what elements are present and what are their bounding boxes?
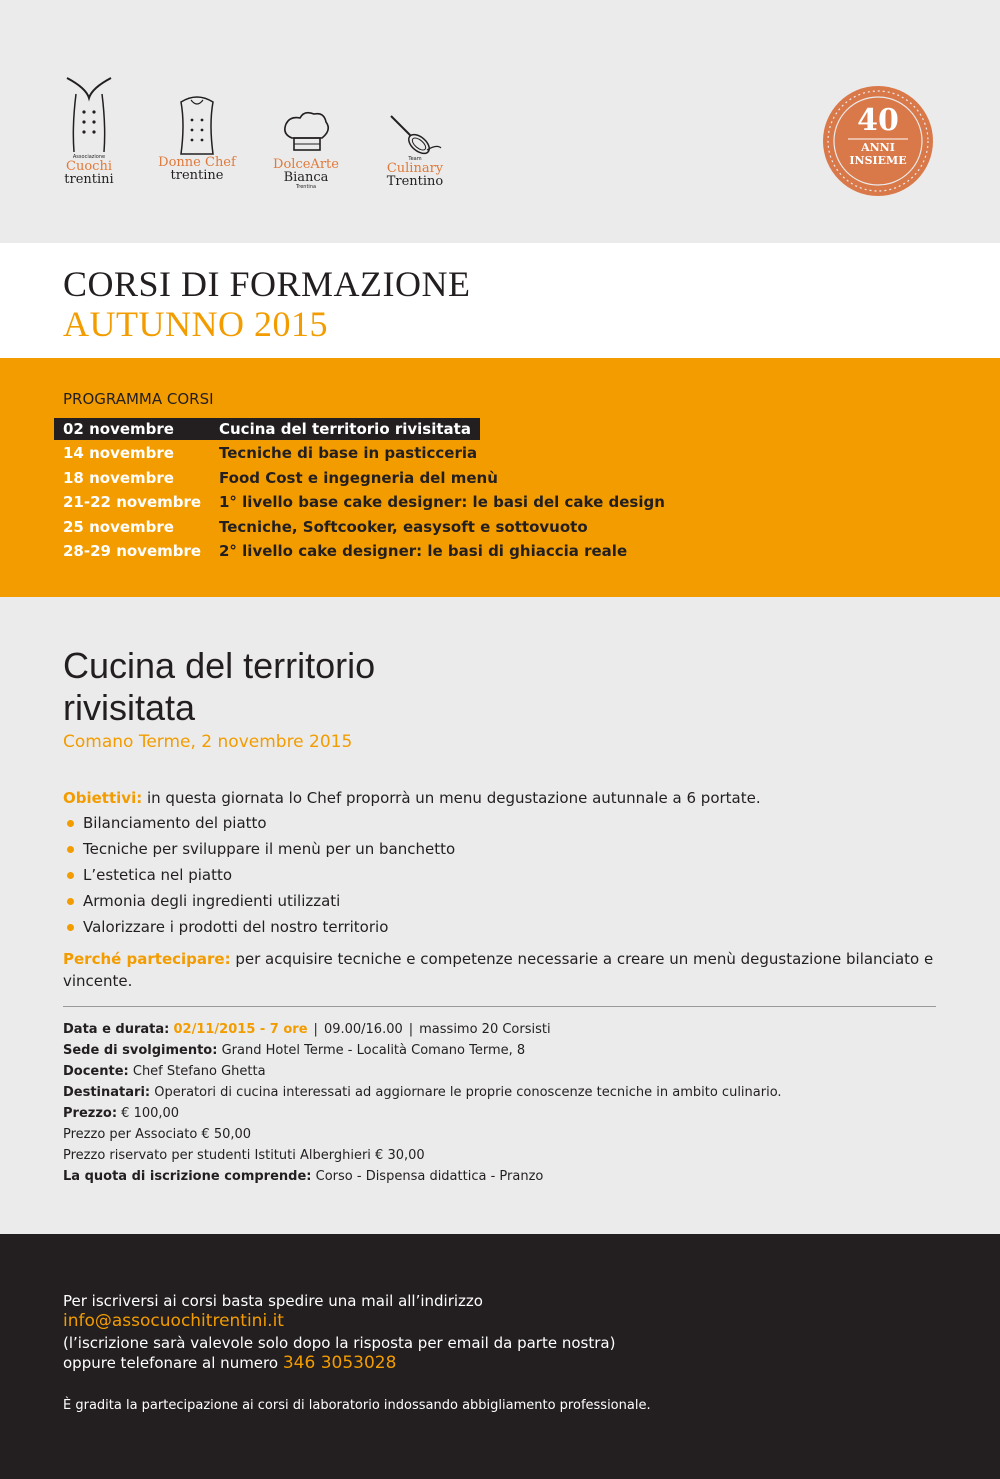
program-course: 2° livello cake designer: le basi di ghiaccia reale <box>219 542 628 560</box>
list-item <box>63 837 455 863</box>
detail-date-value: 02/11/2015 - 7 ore <box>173 1022 308 1037</box>
title-band <box>0 243 1000 358</box>
detail-teacher <box>63 1061 782 1082</box>
list-item <box>63 889 455 915</box>
footer-dress-note: È gradita la partecipazione ai corsi di laboratorio indossando abbigliamento professionale. <box>63 1398 651 1413</box>
phone-link[interactable]: 346 3053028 <box>282 1353 397 1373</box>
course-title-line-1: Cucina del territorio <box>63 645 376 686</box>
detail-value: Corso - Dispensa didattica - Pranzo <box>311 1169 544 1184</box>
chef-jacket-icon <box>64 76 114 154</box>
detail-label: La quota di iscrizione comprende: <box>63 1169 312 1184</box>
program-section <box>0 358 1000 597</box>
logo-line-2: Trentino <box>386 174 444 189</box>
list-item-text: Armonia degli ingredienti utilizzati <box>83 892 341 910</box>
page-subtitle: AUTUNNO 2015 <box>63 304 328 344</box>
detail-value: Chef Stefano Ghetta <box>128 1064 266 1079</box>
program-date: 25 novembre <box>63 518 174 536</box>
objectives <box>63 787 943 809</box>
badge-number: 40 <box>857 103 899 138</box>
separator: | <box>408 1022 414 1037</box>
detail-label: Sede di svolgimento: <box>63 1043 218 1058</box>
logo-line-1: DolceArte <box>273 157 339 172</box>
detail-label: Data e durata: <box>63 1022 170 1037</box>
why-participate <box>63 948 943 992</box>
detail-fee-includes <box>63 1166 782 1187</box>
bullet-icon <box>67 846 74 853</box>
detail-label: Prezzo: <box>63 1106 118 1121</box>
course-title-line-2: rivisitata <box>63 687 196 728</box>
header <box>0 0 1000 243</box>
bullet-icon <box>67 872 74 879</box>
program-date: 18 novembre <box>63 469 174 487</box>
list-item <box>63 811 455 837</box>
program-heading: PROGRAMMA CORSI <box>63 390 214 408</box>
logo-subtitle: Trentina <box>295 184 317 190</box>
list-item-text: L’estetica nel piatto <box>83 866 233 884</box>
logo-line-1: Culinary <box>386 161 444 176</box>
footer <box>0 1234 1000 1479</box>
detail-date <box>63 1019 782 1040</box>
program-course: Food Cost e ingegneria del menù <box>219 469 498 487</box>
why-text: per acquisire tecniche e competenze necessarie a creare un menù degustazione bilanciato e vincente. <box>63 950 934 990</box>
course-location-date: Comano Terme, 2 novembre 2015 <box>63 732 353 752</box>
detail-price-member: Prezzo per Associato € 50,00 <box>63 1127 252 1142</box>
course-details <box>63 1019 782 1187</box>
program-course: Cucina del territorio rivisitata <box>219 420 471 438</box>
objectives-label: Obiettivi: <box>63 789 143 807</box>
program-date: 28-29 novembre <box>63 542 202 560</box>
bullet-icon <box>67 924 74 931</box>
logo-line-2: Bianca <box>283 170 329 185</box>
course-title <box>63 645 375 729</box>
footer-phone-label: oppure telefonare al numero <box>63 1354 279 1372</box>
badge-line-2: INSIEME <box>849 154 907 167</box>
list-item <box>63 863 455 889</box>
bullet-icon <box>67 820 74 827</box>
program-date: 02 novembre <box>63 420 174 438</box>
anniversary-badge <box>822 85 934 197</box>
logo-line-2: trentini <box>64 172 114 187</box>
separator: | <box>313 1022 318 1037</box>
detail-label: Docente: <box>63 1064 129 1079</box>
logo-line-1: Cuochi <box>66 159 112 174</box>
detail-value: Grand Hotel Terme - Località Comano Terme, 8 <box>217 1043 526 1058</box>
logo-subtitle: Associazione <box>72 154 106 160</box>
logo-cuochi-trentini <box>58 76 120 186</box>
page-title: CORSI DI FORMAZIONE <box>63 264 471 304</box>
detail-max: massimo 20 Corsisti <box>419 1022 551 1037</box>
course-detail <box>0 597 1000 1234</box>
footer-phone-line <box>63 1353 396 1373</box>
divider <box>63 1006 936 1007</box>
logo-culinary-trentino <box>381 114 449 188</box>
chef-dress-icon <box>177 94 217 156</box>
badge-line-1: ANNI <box>861 141 895 154</box>
detail-value: Operatori di cucina interessati ad aggiornare le proprie conoscenze tecniche in ambito culinario. <box>150 1085 782 1100</box>
chef-hat-icon <box>280 110 332 158</box>
detail-audience <box>63 1082 782 1103</box>
program-course: Tecniche, Softcooker, easysoft e sottovuoto <box>219 518 588 536</box>
list-item-text: Valorizzare i prodotti del nostro territorio <box>83 918 389 936</box>
program-course: Tecniche di base in pasticceria <box>219 444 478 462</box>
footer-note: (l’iscrizione sarà valevole solo dopo la risposta per email da parte nostra) <box>63 1334 616 1352</box>
logo-line-1: Donne Chef <box>158 155 236 170</box>
detail-time: 09.00/16.00 <box>323 1022 403 1037</box>
detail-venue <box>63 1040 782 1061</box>
list-item-text: Bilanciamento del piatto <box>83 814 267 832</box>
program-row[interactable] <box>54 418 480 440</box>
program-date: 21-22 novembre <box>63 493 202 511</box>
why-label: Perché partecipare: <box>63 950 231 968</box>
detail-value: € 100,00 <box>117 1106 180 1121</box>
email-link[interactable]: info@assocuochitrentini.it <box>63 1311 284 1331</box>
list-item <box>63 915 455 941</box>
logo-donne-chef <box>157 94 237 182</box>
objectives-list <box>63 811 455 941</box>
logo-subtitle: Team <box>408 156 422 162</box>
program-course: 1° livello base cake designer: le basi del cake design <box>219 493 665 511</box>
whisk-icon <box>387 114 443 156</box>
program-date: 14 novembre <box>63 444 174 462</box>
list-item-text: Tecniche per sviluppare il menù per un banchetto <box>83 840 456 858</box>
footer-intro: Per iscriversi ai corsi basta spedire una mail all’indirizzo <box>63 1292 483 1310</box>
detail-price <box>63 1103 782 1124</box>
bullet-icon <box>67 898 74 905</box>
objectives-text: in questa giornata lo Chef proporrà un menu degustazione autunnale a 6 portate. <box>142 789 761 807</box>
detail-label: Destinatari: <box>63 1085 151 1100</box>
logo-dolcearte-bianca <box>270 110 342 190</box>
detail-price-student: Prezzo riservato per studenti Istituti Alberghieri € 30,00 <box>63 1148 425 1163</box>
logo-line-2: trentine <box>170 168 224 183</box>
